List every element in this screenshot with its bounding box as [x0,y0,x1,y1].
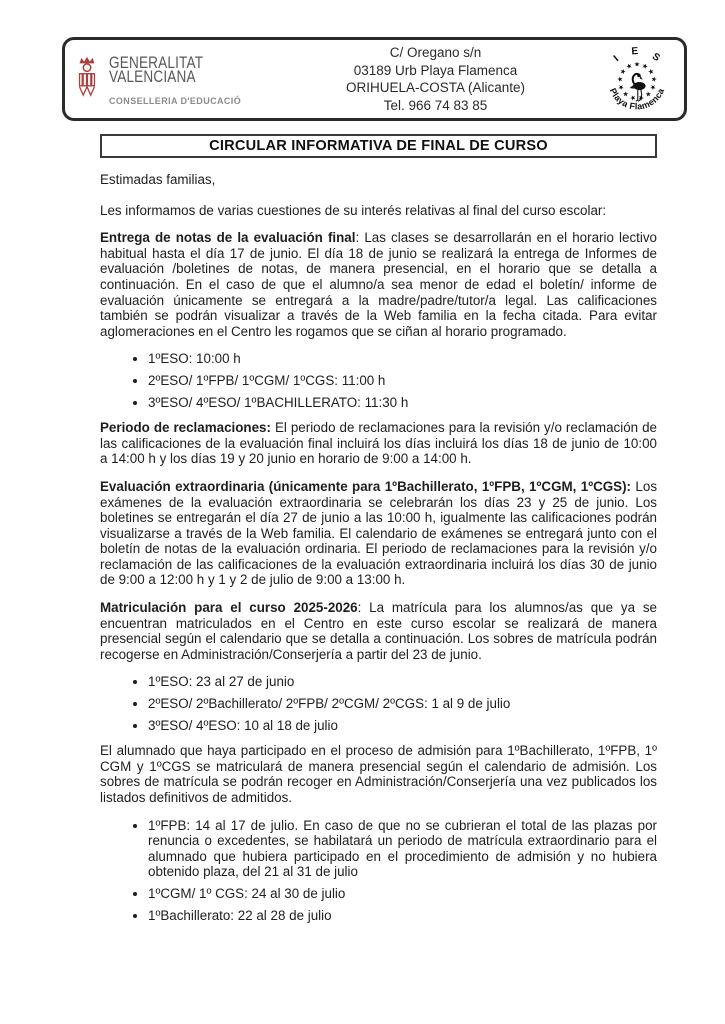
address-postal: 03189 Urb Playa Flamenca [353,62,518,78]
svg-text:★: ★ [645,67,656,77]
ies-logo-name-text: Playa Flamenca [607,86,667,112]
page-title: CIRCULAR INFORMATIVA DE FINAL DE CURSO [209,138,548,154]
matricula-fechas-list [100,674,657,733]
paragraph-reclamaciones [100,420,657,467]
paragraph-admision: El alumnado que haya participado en el proceso de admisión para 1ºBachillerato, 1ºFPB, 1º CGM y 1ºCGS se matriculará de manera presencial según el calendario de admisión. Los sobres de matrícula se podrán recoger en Administración/Conserjería una vez publicados los listados definitivos de admitidos. [100,743,657,805]
gva-wordmark [109,52,240,86]
svg-text:★: ★ [621,88,631,99]
svg-text:★: ★ [625,62,634,72]
list-item: • 3ºESO/ 4ºESO/ 1ºBACHILLERATO: 11:30 h [148,395,657,411]
list-item: • 1ºFPB: 14 al 17 de julio. En caso de que no se cubrieran el total de las plazas por renuncia o excedentes, se habilatará un periodo de matrícula extraordinario para el alumnado que hubiera participado en el procedimiento de admisión y no hubiera obtenido plaza, del 21 al 31 de julio [148,818,657,880]
entrega-notas-text: : Las clases se desarrollarán en el horario lectivo habitual hasta el día 17 de junio. El día 18 de junio se realizará la entrega de Informes de evaluación /boletines de notas, de manera presencial, en el horario que se detalla a continuación. En el caso de que el alumno/a sea menor de edad el boletín/ informe de evaluación únicamente se entregará a la madre/padre/tutor/a legal. Las calificaciones también se podrán visualizar a través de la Web familia en la fecha citada. Para evitar aglomeraciones en el Centro les rogamos que se ciñan al horario programado. [100,230,657,339]
letter-body [100,172,657,933]
intro-paragraph: Les informamos de varias cuestiones de su interés relativas al final del curso escolar: [100,202,607,218]
evaluacion-extraordinaria-text: Los exámenes de la evaluación extraordinaria se celebrarán los días 23 y 25 de junio. Los boletines se entregarán el día 27 de junio a las 10:00 h, igualmente las calificaciones podrán visualizarse a través de la Web familia. El calendario de exámenes se entregará junto con el boletín de notas de la evaluación ordinaria. El periodo de reclamaciones para la revisión y/o reclamación de las calificaciones de la evaluación extraordinaria incluirá los días 30 de junio de 9:00 a 12:00 h y 1 y 2 de julio de 9:00 a 13:00 h. [100,478,658,588]
svg-text:★: ★ [617,82,627,92]
svg-text:★: ★ [616,75,625,83]
list-item: • 1ºBachillerato: 22 al 28 de julio [148,908,657,924]
entrega-notas-heading: Entrega de notas de la evaluación final [100,230,356,246]
list-item: • 3ºESO/ 4ºESO: 10 al 18 de julio [148,718,657,734]
evaluacion-extraordinaria-heading: Evaluación extraordinaria (únicamente para 1ºBachillerato, 1ºFPB, 1ºCGM, 1ºCGS): [100,478,632,494]
generalitat-valenciana-logo [73,53,273,106]
letterhead [62,37,687,121]
svg-text:★: ★ [637,93,645,102]
ies-logo-top-text: I E S [611,45,662,65]
gva-department: CONSELLERIA D'EDUCACIÓ [109,95,242,106]
address-phone: Tel. 966 74 83 85 [383,97,488,113]
reclamaciones-heading: Periodo de reclamaciones: [100,420,271,436]
address-city: ORIHUELA-COSTA (Alicante) [345,80,526,95]
salutation: Estimadas familias, [100,172,216,187]
circular-title-box [100,134,657,158]
list-item: • 1ºCGM/ 1º CGS: 24 al 30 de julio [148,886,657,902]
list-item: • 1ºESO: 10:00 h [148,351,657,367]
address-street: C/ Oregano s/n [389,45,482,60]
list-item: • 2ºESO/ 2ºBachillerato/ 2ºFPB/ 2ºCGM/ 2ºCGS: 1 al 9 de julio [148,696,657,712]
gva-wordmark-line2: VALENCIANA [109,67,196,86]
gva-emblem-icon [73,55,101,98]
svg-text:★: ★ [633,61,641,69]
reclamaciones-text: El periodo de reclamaciones para la revisión y/o reclamación de las calificaciones de la evaluación final incluirá los días incluirá los días 18 de junio de 10:00 a 14:00 h y los días 19 y 20 junio en horario de 9:00 a 14:00 h. [100,420,657,467]
horarios-entrega-list [100,351,657,410]
paragraph-entrega-notas [100,230,657,339]
school-address [273,44,598,114]
svg-text:★: ★ [647,82,657,92]
matriculacion-heading: Matriculación para el curso 2025-2026 [100,600,358,616]
list-item: • 2ºESO/ 1ºFPB/ 1ºCGM/ 1ºCGS: 11:00 h [148,373,657,389]
ies-playa-flamenca-logo [598,40,676,118]
paragraph-matriculacion [100,600,657,662]
svg-text:★: ★ [649,75,658,83]
list-item: • 1ºESO: 23 al 27 de junio [148,674,657,690]
svg-text:★: ★ [640,62,649,72]
paragraph-evaluacion-extraordinaria [100,479,657,588]
svg-text:★: ★ [629,93,637,102]
matriculacion-text: : La matrícula para los alumnos/as que ya se encuentran matriculados en el Centro en este curso escolar se realizará de manera presencial según el calendario que se detalla a continuación. Los sobres de matrícula podrán recogerse en Administración/Conserjería a partir del 23 de junio. [100,600,657,662]
admision-fechas-list [100,818,657,924]
svg-text:★: ★ [643,88,653,99]
svg-text:★: ★ [618,67,629,77]
gva-wordmark-line1: GENERALITAT [109,52,204,72]
